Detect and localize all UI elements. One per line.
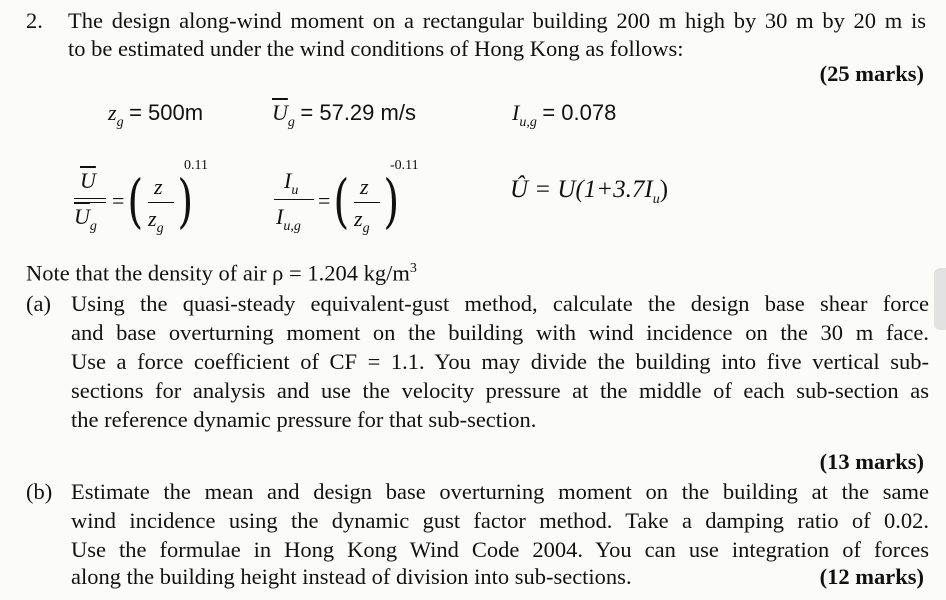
right-paren: ) xyxy=(383,167,400,235)
height-ratio-fraction: z $z_g$ xyxy=(148,174,174,234)
equals-sign: = xyxy=(112,188,125,213)
scrollbar-thumb[interactable] xyxy=(934,268,946,330)
zg-equation: $z_g = 500m$ xyxy=(108,100,204,130)
part-a-line5: the reference dynamic pressure for that sub-section. xyxy=(71,407,537,432)
part-b-line3: Use the formulae in Hong Kong Wind Code 2004. You can use integration of forces xyxy=(71,537,929,562)
question-number: 2. xyxy=(26,8,43,33)
part-b-line1: Estimate the mean and design base overturning moment on the building at the same xyxy=(71,479,929,504)
part-a-marks: (13 marks) xyxy=(819,449,924,474)
part-b-line2: wind incidence using the dynamic gust factor method. Take a damping ratio of 0.02. xyxy=(71,508,929,533)
turbulence-ratio-fraction: $I_u$ $I_{u,g}$ xyxy=(274,168,314,234)
velocity-profile-equation xyxy=(74,160,214,240)
right-paren: ) xyxy=(177,167,194,235)
gust-speed-equation: Û = $U(1+3.7I_u)$ xyxy=(510,176,669,207)
left-paren: ( xyxy=(333,167,350,235)
iug-equation: $I_{u,g} = 0.078$ xyxy=(512,100,617,130)
part-a-label: (a) xyxy=(26,291,51,316)
part-b-marks: (12 marks) xyxy=(819,564,924,589)
part-a-line2: and base overturning moment on the building with wind incidence on the 30 m face. xyxy=(71,320,929,345)
exponent: 0.11 xyxy=(184,158,208,173)
height-ratio-fraction: z $z_g$ xyxy=(354,174,380,234)
equals-sign: = xyxy=(318,188,331,213)
part-b-line4: along the building height instead of division into sub-sections. xyxy=(71,564,632,589)
question-marks: (25 marks) xyxy=(819,61,924,86)
ug-equation: $\overline{U}_g = 57.29$ m/s xyxy=(272,100,416,130)
left-paren: ( xyxy=(127,167,144,235)
part-a-line3: Use a force coefficient of CF = 1.1. You may divide the building into five vertical sub- xyxy=(71,349,929,374)
density-note: Note that the density of air ρ = 1.204 $kg/m^3$ xyxy=(26,260,417,286)
part-a-line4: sections for analysis and use the velocity pressure at the middle of each sub-section as xyxy=(71,378,929,403)
question-intro-line2: to be estimated under the wind conditions of Hong Kong as follows: xyxy=(68,36,684,61)
exponent: -0.11 xyxy=(390,158,419,173)
turbulence-profile-equation xyxy=(274,160,434,240)
part-b-label: (b) xyxy=(26,479,53,504)
part-a-line1: Using the quasi-steady equivalent-gust method, calculate the design base shear force xyxy=(71,291,929,316)
question-intro-line1: The design along-wind moment on a rectangular building 200 m high by 30 m by 20 m is xyxy=(68,8,926,33)
velocity-ratio-fraction: $\overline{U}$ $\overline{U}_g$ xyxy=(74,168,106,234)
